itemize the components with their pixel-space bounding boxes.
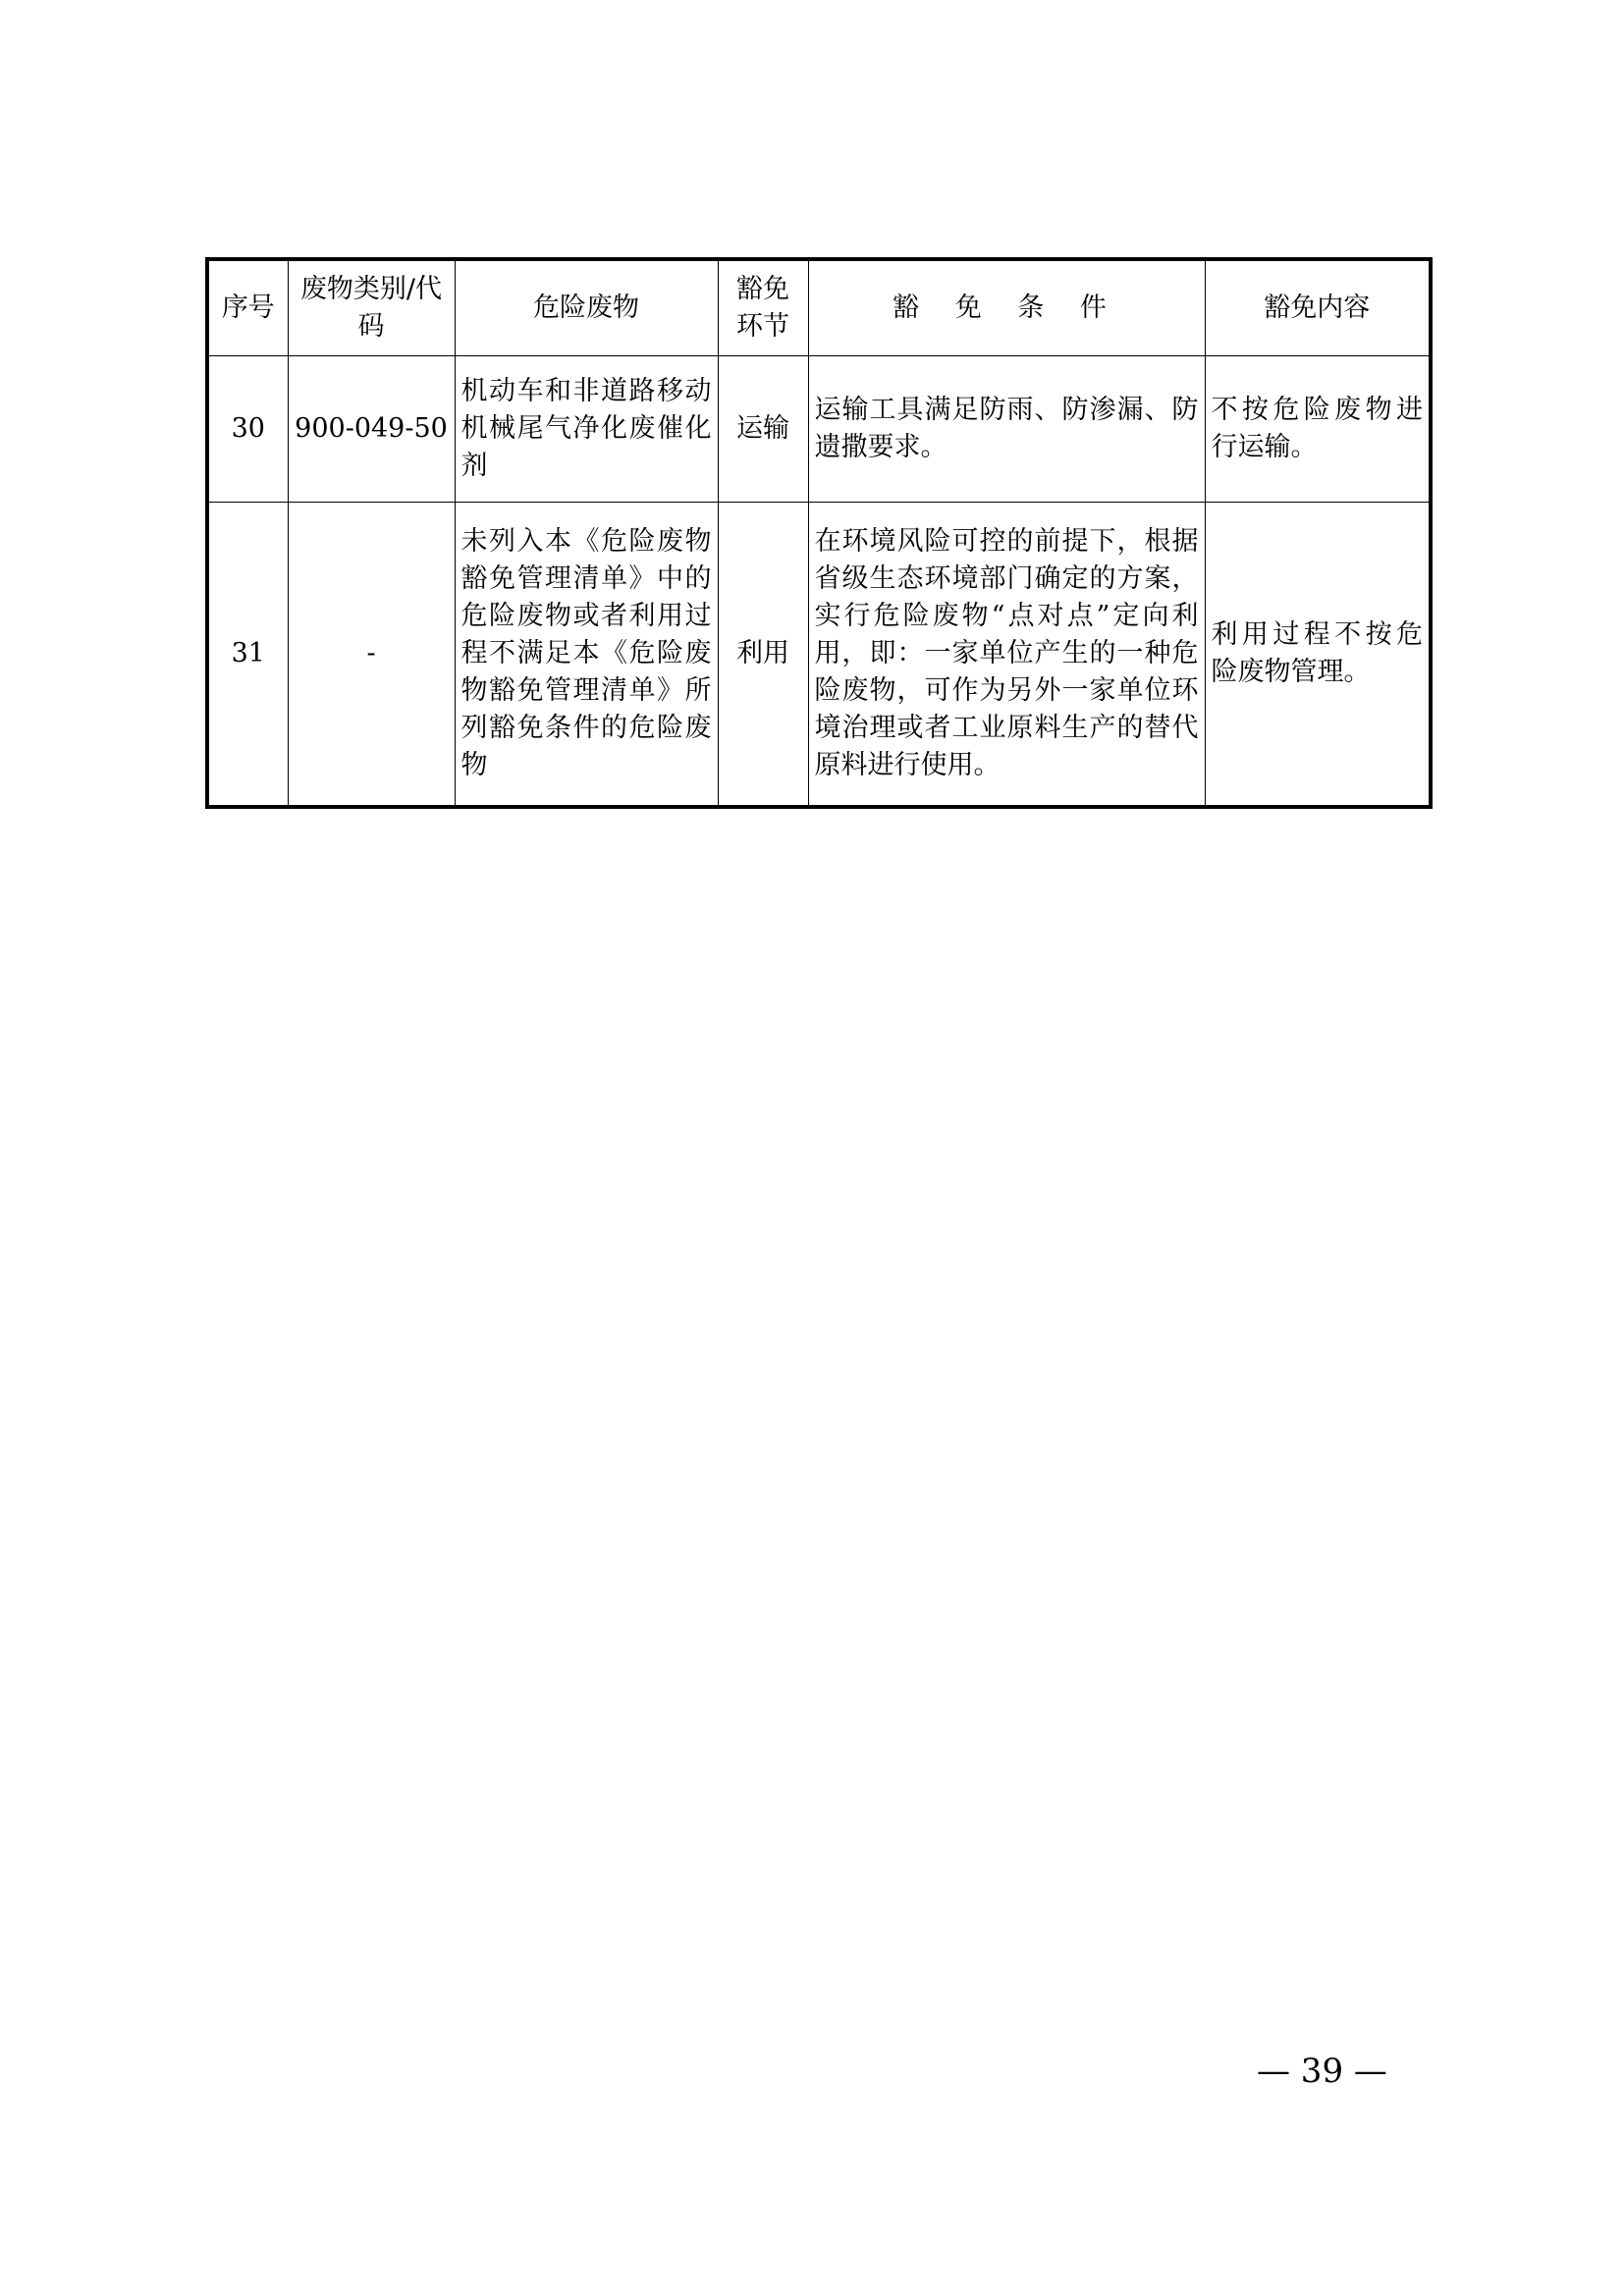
table-row	[207, 356, 1431, 503]
header-exemption-stage: 豁免环节	[718, 259, 808, 356]
cell-exemption-condition: 在环境风险可控的前提下，根据省级生态环境部门确定的方案，实行危险废物“点对点”定向利用，即：一家单位产生的一种危险废物，可作为另外一家单位环境治理或者工业原料生产的替代原料进行使用。	[808, 503, 1205, 808]
cell-waste-code: -	[288, 503, 455, 808]
header-exemption-condition: 豁 免 条 件	[808, 259, 1205, 356]
cell-serial-no: 30	[207, 356, 288, 503]
exemption-table	[205, 257, 1433, 809]
header-exemption-content: 豁免内容	[1205, 259, 1431, 356]
cell-exemption-stage: 运输	[718, 356, 808, 503]
header-serial-no: 序号	[207, 259, 288, 356]
table-row	[207, 503, 1431, 808]
cell-waste-code: 900-049-50	[288, 356, 455, 503]
table-header-row	[207, 259, 1431, 356]
cell-hazardous-waste: 机动车和非道路移动机械尾气净化废催化剂	[455, 356, 718, 503]
cell-serial-no: 31	[207, 503, 288, 808]
header-waste-code: 废物类别/代码	[288, 259, 455, 356]
header-hazardous-waste: 危险废物	[455, 259, 718, 356]
cell-exemption-content: 利用过程不按危险废物管理。	[1205, 503, 1431, 808]
exemption-table-container	[205, 257, 1429, 809]
cell-exemption-content: 不按危险废物进行运输。	[1205, 356, 1431, 503]
cell-hazardous-waste: 未列入本《危险废物豁免管理清单》中的危险废物或者利用过程不满足本《危险废物豁免管理清单》所列豁免条件的危险废物	[455, 503, 718, 808]
page-number: — 39 —	[1257, 2052, 1387, 2091]
cell-exemption-condition: 运输工具满足防雨、防渗漏、防遗撒要求。	[808, 356, 1205, 503]
cell-exemption-stage: 利用	[718, 503, 808, 808]
